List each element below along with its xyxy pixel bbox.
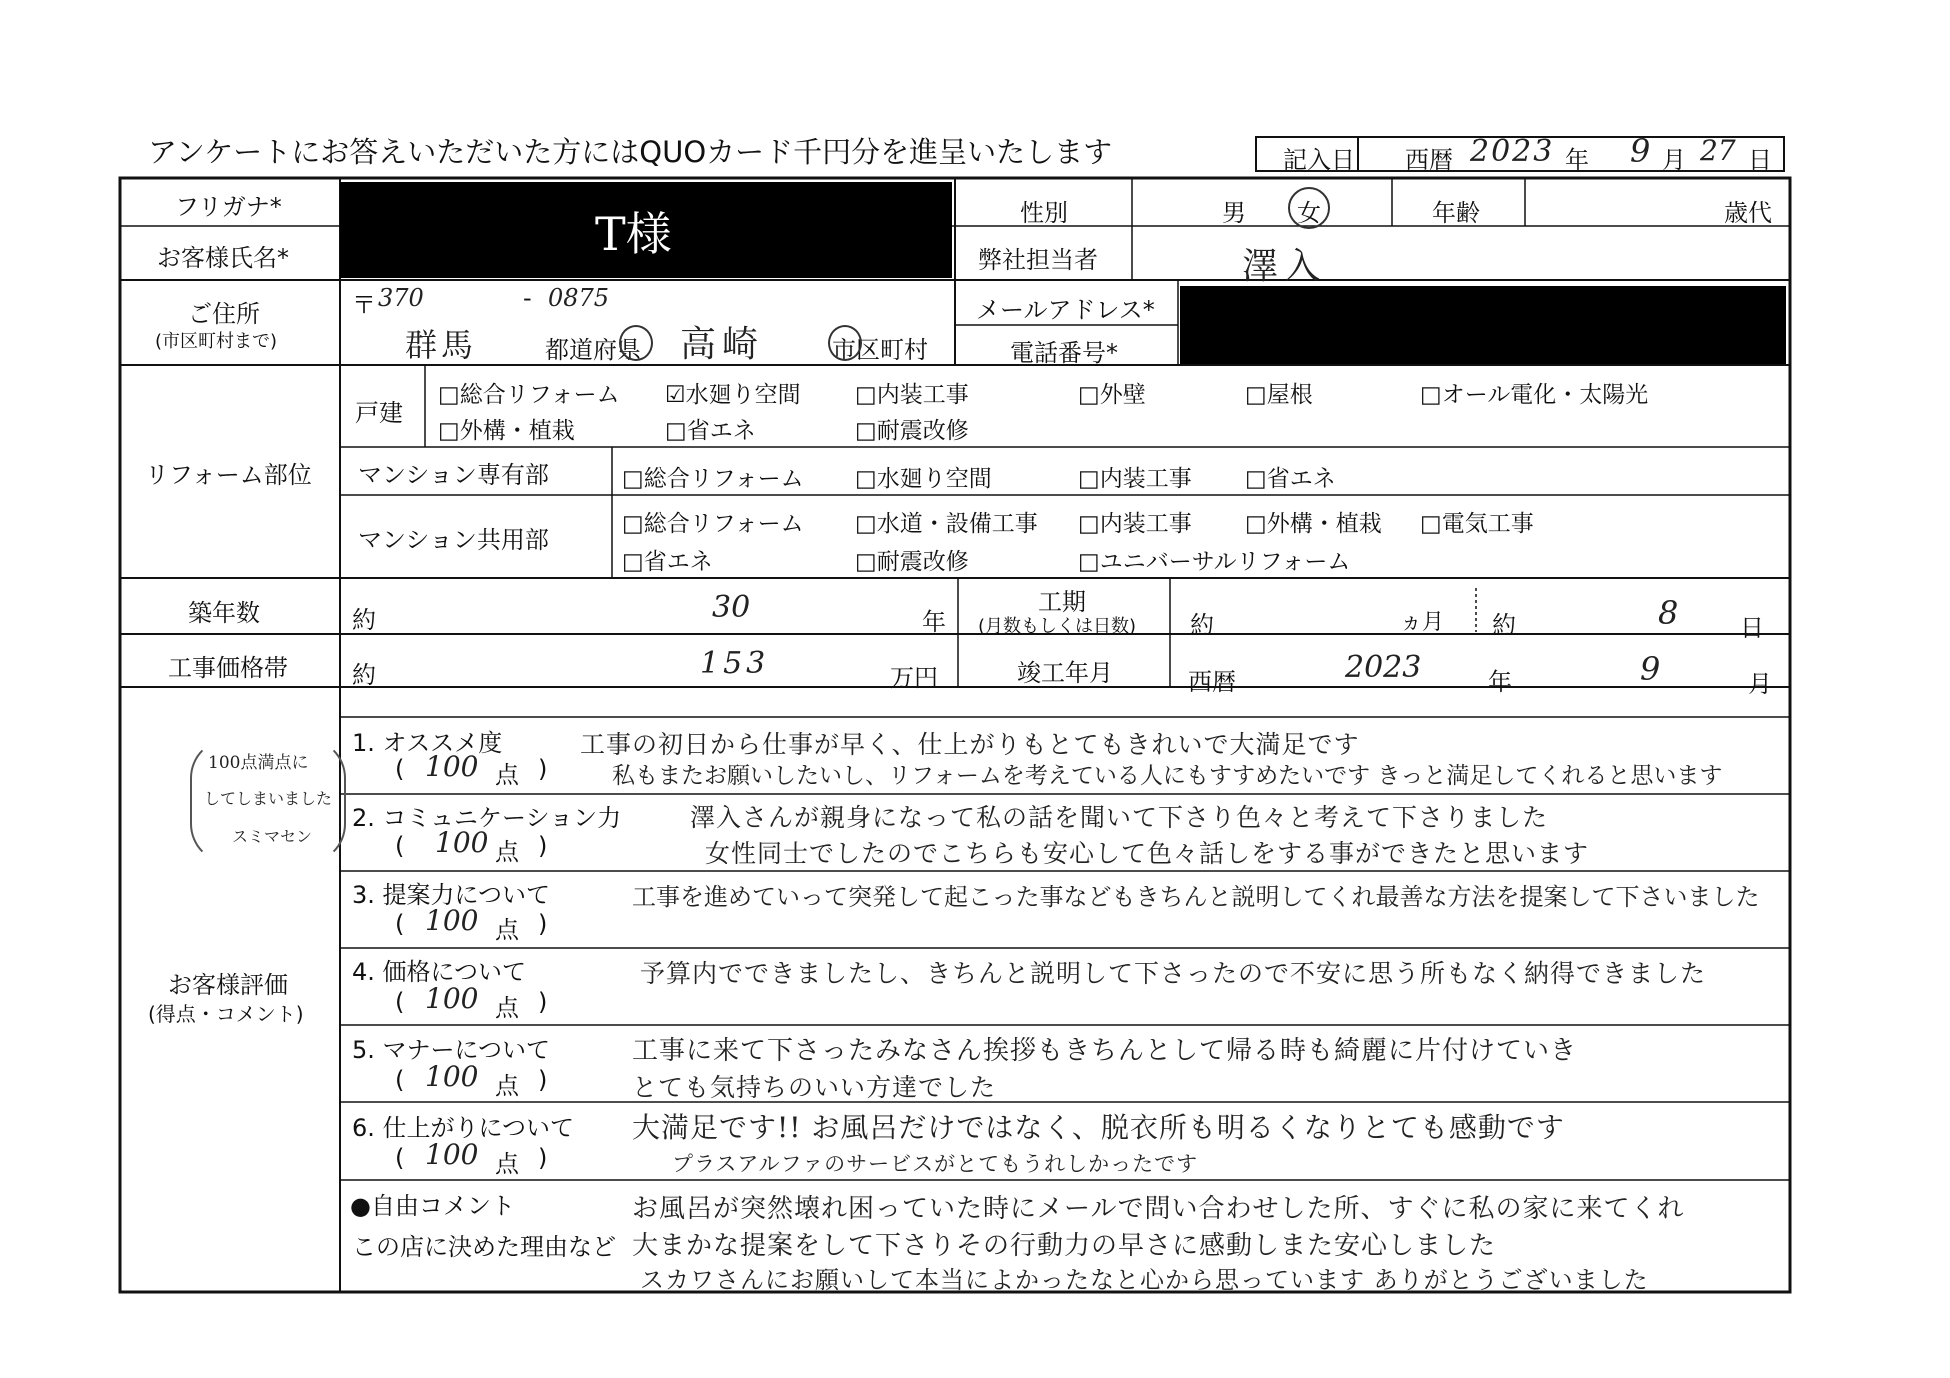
postal-mark: 〒 <box>352 291 376 319</box>
eval-comment-5a[interactable]: 工事に来て下さったみなさん挨拶もきちんとして帰る時も綺麗に片付けていき <box>632 1036 1578 1066</box>
completion-month[interactable]: 9 <box>1640 650 1661 688</box>
entry-date-day-unit: 日 <box>1748 146 1772 174</box>
entry-date-label: 記入日 <box>1283 146 1355 174</box>
house-exterior-planting[interactable]: □外構・植栽 <box>438 418 575 444</box>
house-roof[interactable]: □屋根 <box>1245 382 1313 408</box>
completion-year[interactable]: 2023 <box>1345 650 1422 685</box>
completion-month-unit: 月 <box>1748 670 1772 698</box>
eval-score-unit-2: 点 <box>495 838 519 866</box>
eval-score-2[interactable]: 100 <box>435 826 489 859</box>
eval-score-open-4: ( <box>395 988 405 1016</box>
free-comment-line-2[interactable]: 大まかな提案をして下さりその行動力の早さに感動しまた安心しました <box>632 1231 1497 1261</box>
address-sub: (市区町村まで) <box>155 331 278 352</box>
eval-comment-3a[interactable]: 工事を進めていって突発して起こった事などもきちんと説明してくれ最善な方法を提案して下さいました <box>632 883 1760 911</box>
eval-score-6[interactable]: 100 <box>425 1138 479 1171</box>
eval-score-unit-3: 点 <box>495 916 519 944</box>
city-unit: 市区町村 <box>832 336 928 364</box>
address-label: ご住所 <box>188 300 260 328</box>
entry-date-year[interactable]: 2023 <box>1470 134 1555 169</box>
eval-comment-2b[interactable]: 女性同士でしたのでこちらも安心して色々話しをする事ができたと思います <box>705 839 1590 868</box>
building-age-unit: 年 <box>922 608 946 636</box>
eval-title-3: 3. 提案力について <box>352 881 551 909</box>
phone-label: 電話番号* <box>1010 339 1118 367</box>
house-all-electric-solar[interactable]: □オール電化・太陽光 <box>1420 382 1649 408</box>
entry-date-era: 西暦 <box>1405 146 1453 174</box>
gender-female[interactable]: 女 <box>1297 199 1321 227</box>
mansion-private-interior[interactable]: □内装工事 <box>1078 466 1192 492</box>
mansion-common-total[interactable]: □総合リフォーム <box>622 511 804 537</box>
city-value[interactable]: 高崎 <box>680 324 765 365</box>
customer-name-label: お客様氏名* <box>157 244 289 272</box>
evaluation-section-label: お客様評価 <box>168 971 288 999</box>
furigana-label: フリガナ* <box>175 193 282 221</box>
house-energy-saving[interactable]: □省エネ <box>665 418 756 444</box>
period-label: 工期 <box>1038 588 1086 616</box>
margin-note-line-2: してしまいました <box>204 789 333 808</box>
house-label: 戸建 <box>355 399 403 427</box>
completion-label: 竣工年月 <box>1017 659 1113 687</box>
gender-label: 性別 <box>1020 199 1068 227</box>
eval-title-4: 4. 価格について <box>352 958 527 986</box>
mansion-common-electric[interactable]: □電気工事 <box>1420 511 1534 537</box>
completion-era: 西暦 <box>1188 668 1236 696</box>
eval-score-unit-6: 点 <box>495 1150 519 1178</box>
staff-value[interactable]: 澤入 <box>1242 246 1327 287</box>
eval-comment-5b[interactable]: とても気持ちのいい方達でした <box>632 1073 997 1102</box>
entry-date-month[interactable]: 9 <box>1630 132 1651 170</box>
eval-score-close-1: ) <box>538 755 548 783</box>
eval-score-open-5: ( <box>395 1066 405 1094</box>
period-month-unit: ヵ月 <box>1400 610 1445 635</box>
eval-score-close-3: ) <box>538 910 548 938</box>
eval-score-close-5: ) <box>538 1066 548 1094</box>
eval-comment-1b[interactable]: 私もまたお願いしたいし、リフォームを考えている人にもすすめたいです きっと満足してくれると思います <box>612 763 1723 789</box>
house-total-reform[interactable]: □総合リフォーム <box>438 382 620 408</box>
eval-score-open-2: ( <box>395 832 405 860</box>
contact-redaction <box>1180 286 1786 364</box>
period-day-approx: 約 <box>1492 611 1516 639</box>
mansion-common-universal[interactable]: □ユニバーサルリフォーム <box>1078 549 1351 575</box>
postal-separator: - <box>523 284 532 312</box>
entry-date-day[interactable]: 27 <box>1700 134 1736 167</box>
eval-score-3[interactable]: 100 <box>425 904 479 937</box>
mansion-private-total[interactable]: □総合リフォーム <box>622 466 804 492</box>
mansion-common-seismic[interactable]: □耐震改修 <box>855 549 969 575</box>
gender-female-circle <box>1288 187 1330 229</box>
eval-title-5: 5. マナーについて <box>352 1036 551 1064</box>
postal-code-1[interactable]: 370 <box>378 284 424 312</box>
email-label: メールアドレス* <box>976 296 1155 324</box>
eval-score-open-3: ( <box>395 910 405 938</box>
price-label: 工事価格帯 <box>168 654 288 682</box>
mansion-common-exterior[interactable]: □外構・植栽 <box>1245 511 1382 537</box>
eval-title-2: 2. コミュニケーション力 <box>352 804 622 832</box>
free-comment-label: ●自由コメント <box>350 1192 515 1220</box>
mansion-private-water[interactable]: □水廻り空間 <box>855 466 992 492</box>
margin-note-line-1: 100点満点に <box>208 753 309 773</box>
house-water-space[interactable]: ☑水廻り空間 <box>665 382 801 408</box>
eval-comment-6b[interactable]: プラスアルファのサービスがとてもうれしかったです <box>672 1152 1199 1176</box>
eval-score-1[interactable]: 100 <box>425 750 479 783</box>
period-day-value[interactable]: 8 <box>1658 594 1679 632</box>
mansion-common-energy[interactable]: □省エネ <box>622 549 713 575</box>
eval-score-unit-4: 点 <box>495 994 519 1022</box>
free-comment-line-1[interactable]: お風呂が突然壊れ困っていた時にメールで問い合わせした所、すぐに私の家に来てくれ <box>632 1194 1685 1224</box>
eval-score-open-1: ( <box>395 755 405 783</box>
eval-score-unit-1: 点 <box>495 761 519 789</box>
mansion-private-energy[interactable]: □省エネ <box>1245 466 1336 492</box>
completion-year-unit: 年 <box>1488 668 1512 696</box>
eval-comment-2a[interactable]: 澤入さんが親身になって私の話を聞いて下さり色々と考えて下さりました <box>690 803 1549 832</box>
postal-code-2[interactable]: 0875 <box>548 284 610 312</box>
evaluation-section-sub: (得点・コメント) <box>148 1002 304 1026</box>
prefecture-unit: 都道府県 <box>545 336 641 364</box>
eval-score-close-2: ) <box>538 832 548 860</box>
prefecture-circle <box>619 325 653 361</box>
house-interior[interactable]: □内装工事 <box>855 382 969 408</box>
free-comment-line-3[interactable]: スカワさんにお願いして本当によかったなと心から思っています ありがとうございました <box>640 1266 1649 1294</box>
house-seismic[interactable]: □耐震改修 <box>855 418 969 444</box>
mansion-common-label: マンション共用部 <box>358 526 549 554</box>
mansion-common-interior[interactable]: □内装工事 <box>1078 511 1192 537</box>
entry-date-month-unit: 月 <box>1662 146 1686 174</box>
eval-score-unit-5: 点 <box>495 1072 519 1100</box>
eval-comment-4a[interactable]: 予算内でできましたし、きちんと説明して下さったので不安に思う所もなく納得できました <box>640 959 1707 988</box>
building-age-approx: 約 <box>352 606 376 634</box>
building-age-label: 築年数 <box>188 599 260 627</box>
gender-male[interactable]: 男 <box>1222 199 1246 227</box>
price-value[interactable]: 153 <box>700 646 770 681</box>
prefecture-value[interactable]: 群馬 <box>405 326 478 364</box>
mansion-common-plumbing[interactable]: □水道・設備工事 <box>855 511 1038 537</box>
period-month-approx: 約 <box>1190 611 1214 639</box>
eval-score-4[interactable]: 100 <box>425 982 479 1015</box>
period-day-unit: 日 <box>1740 614 1764 642</box>
eval-score-5[interactable]: 100 <box>425 1060 479 1093</box>
eval-comment-1a[interactable]: 工事の初日から仕事が早く、仕上がりもとてもきれいで大満足です <box>580 730 1360 759</box>
period-sub: (月数もしくは日数) <box>978 616 1137 637</box>
eval-title-6: 6. 仕上がりについて <box>352 1114 575 1142</box>
age-label: 年齢 <box>1432 199 1480 227</box>
eval-comment-6a[interactable]: 大満足です!! お風呂だけではなく、脱衣所も明るくなりとても感動です <box>632 1111 1565 1144</box>
eval-score-close-6: ) <box>538 1144 548 1172</box>
city-circle <box>828 325 862 361</box>
entry-date-year-unit: 年 <box>1565 146 1589 174</box>
free-comment-sub: この店に決めた理由など <box>352 1233 616 1261</box>
eval-score-open-6: ( <box>395 1144 405 1172</box>
mansion-private-label: マンション専有部 <box>358 461 549 489</box>
age-unit: 歳代 <box>1724 199 1772 227</box>
survey-title: アンケートにお答えいただいた方にはQUOカード千円分を進呈いたします <box>148 135 1113 169</box>
margin-note-line-3: スミマセン <box>232 827 313 846</box>
eval-title-1: 1. オススメ度 <box>352 729 503 757</box>
customer-name: T様 <box>595 207 672 261</box>
price-approx: 約 <box>352 661 376 689</box>
house-exterior-wall[interactable]: □外壁 <box>1078 382 1146 408</box>
price-unit: 万円 <box>890 664 938 692</box>
building-age-value[interactable]: 30 <box>712 590 751 625</box>
eval-score-close-4: ) <box>538 988 548 1016</box>
reform-section-label: リフォーム部位 <box>145 461 312 489</box>
staff-label: 弊社担当者 <box>978 246 1098 274</box>
